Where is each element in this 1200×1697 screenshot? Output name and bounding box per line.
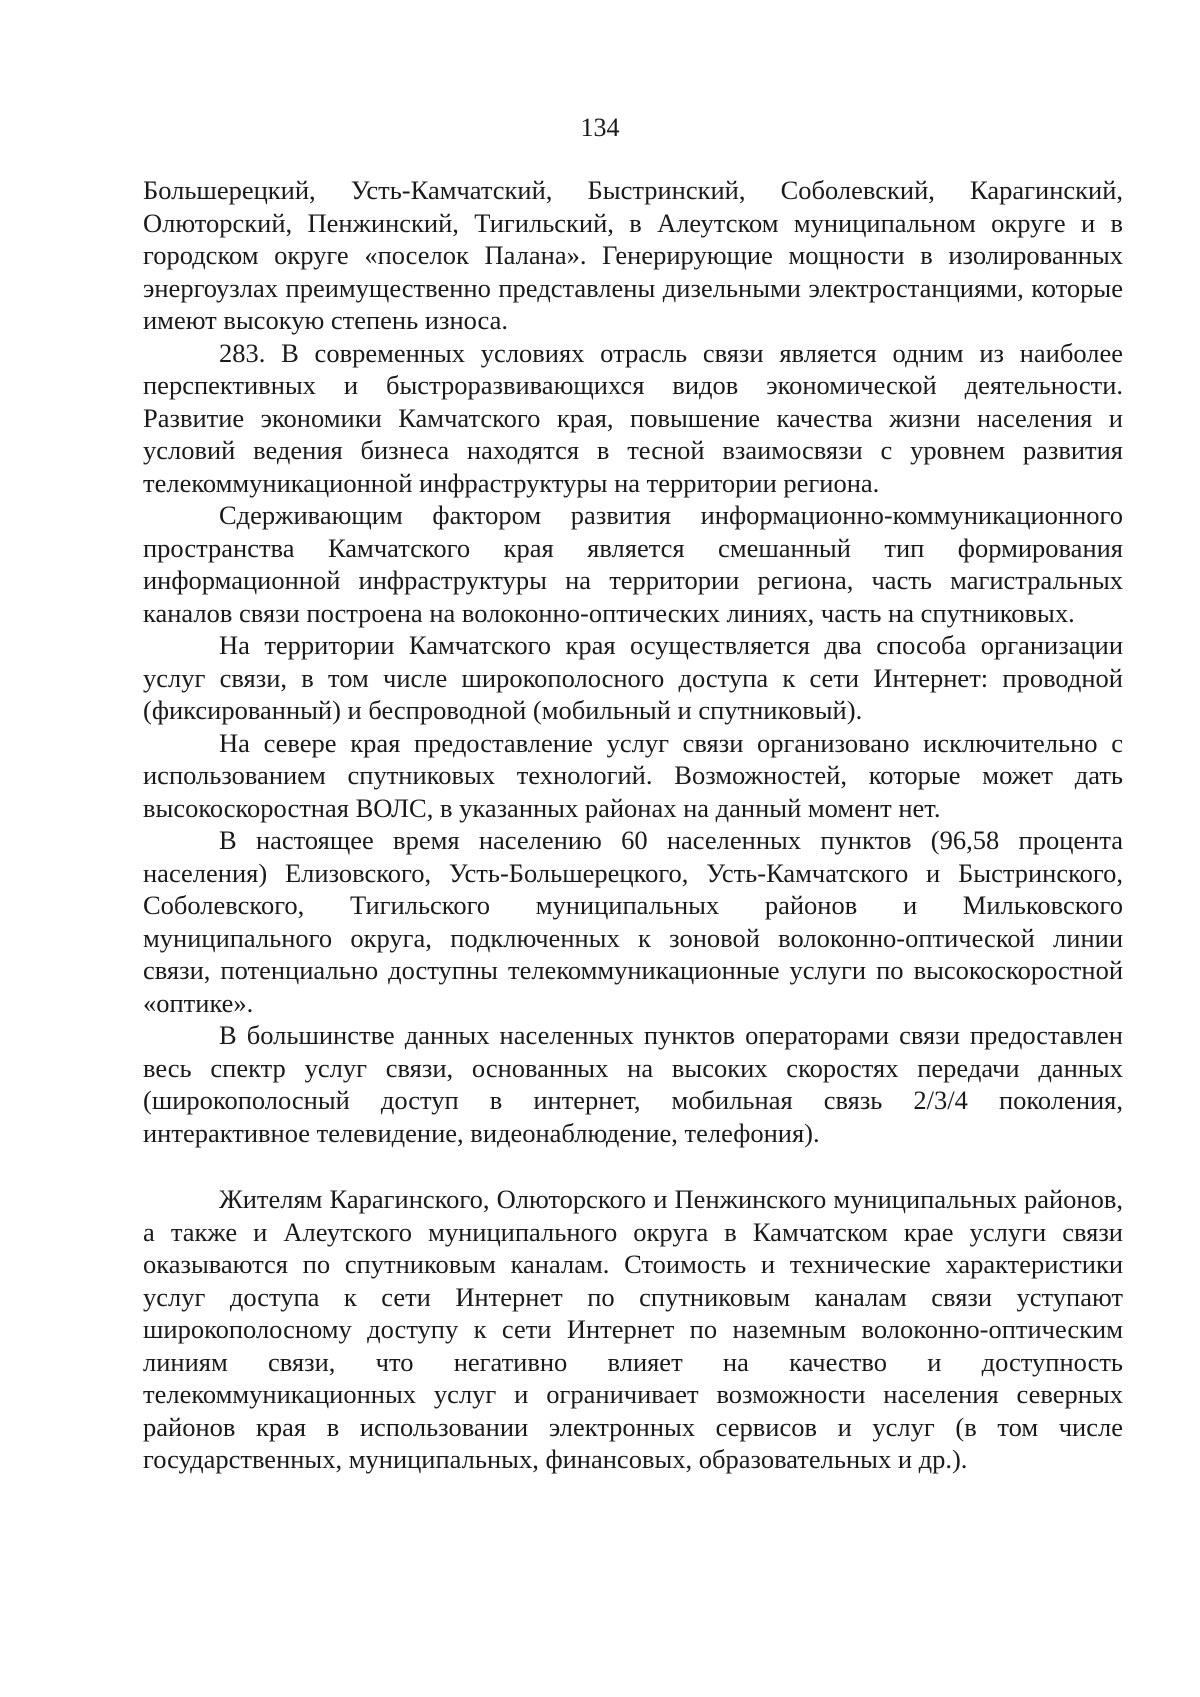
document-body bbox=[143, 174, 1123, 1476]
page-number: 134 bbox=[580, 113, 620, 142]
paragraph-service-spectrum: В большинстве данных населенных пунктов операторами связи предоставлен весь спектр услуг связи, основанных на высоких скоростях передачи данных (широкополосный доступ в интернет, мобильная связь 2/3/4 поколения, интерактивное телевидение, видеонаблюдение, телефония). bbox=[143, 1020, 1123, 1148]
paragraph-north-satellite: На севере края предоставление услуг связи организовано исключительно с использованием спутниковых технологий. Возможностей, которые может дать высокоскоростная ВОЛС, в указанных районах на данный момент нет. bbox=[143, 727, 1123, 823]
paragraph-service-methods: На территории Камчатского края осуществляется два способа организации услуг связи, в том числе широкополосного доступа к сети Интернет: проводной (фиксированный) и беспроводной (мобильный и спутниковый). bbox=[143, 630, 1123, 725]
paragraph-continuation: Большерецкий, Усть-Камчатский, Быстринский, Соболевский, Карагинский, Олюторский, Пенжинский, Тигильский, в Алеутском муниципальном округе и в городском округе «поселок Палана». Генерирующие мощности в изолированных энергоузлах преимущественно представлены дизельными электростанциями, которые имеют высокую степень износа. bbox=[143, 175, 1123, 335]
paragraph-283: 283. В современных условиях отрасль связи является одним из наиболее перспективных и быстроразвивающихся видов экономической деятельности. Развитие экономики Камчатского края, повышение качества жизни населения и условий ведения бизнеса находятся в тесной взаимосвязи с уровнем развития телекоммуникационной инфраструктуры на территории региона. bbox=[143, 337, 1123, 498]
paragraph-constraining-factor: Сдерживающим фактором развития информационно-коммуникационного пространства Камчатского края является смешанный тип формирования информационной инфраструктуры на территории региона, часть магистральных каналов связи построена на волоконно-оптических линиях, часть на спутниковых. bbox=[143, 500, 1123, 628]
paragraph-optical-access: В настоящее время населению 60 населенных пунктов (96,58 процента населения) Елизовского, Усть-Большерецкого, Усть-Камчатского и Быстринского, Соболевского, Тигильского муниципальных районов и Мильковского муниципального округа, подключенных к зоновой волоконно-оптической линии связи, потенциально доступны телекоммуникационные услуги по высокоскоростной «оптике». bbox=[143, 825, 1123, 1018]
paragraph-northern-residents: Жителям Карагинского, Олюторского и Пенжинского муниципальных районов, а также и Алеутского муниципального округа в Камчатском крае услуги связи оказываются по спутниковым каналам. Стоимость и технические характеристики услуг доступа к сети Интернет по спутниковым каналам связи уступают широкополосному доступу к сети Интернет по наземным волоконно-оптическим линиям связи, что негативно влияет на качество и доступность телекоммуникационных услуг и ограничивает возможности населения северных районов края в использовании электронных сервисов и услуг (в том числе государственных, муниципальных, финансовых, образовательных и др.). bbox=[143, 1184, 1123, 1474]
